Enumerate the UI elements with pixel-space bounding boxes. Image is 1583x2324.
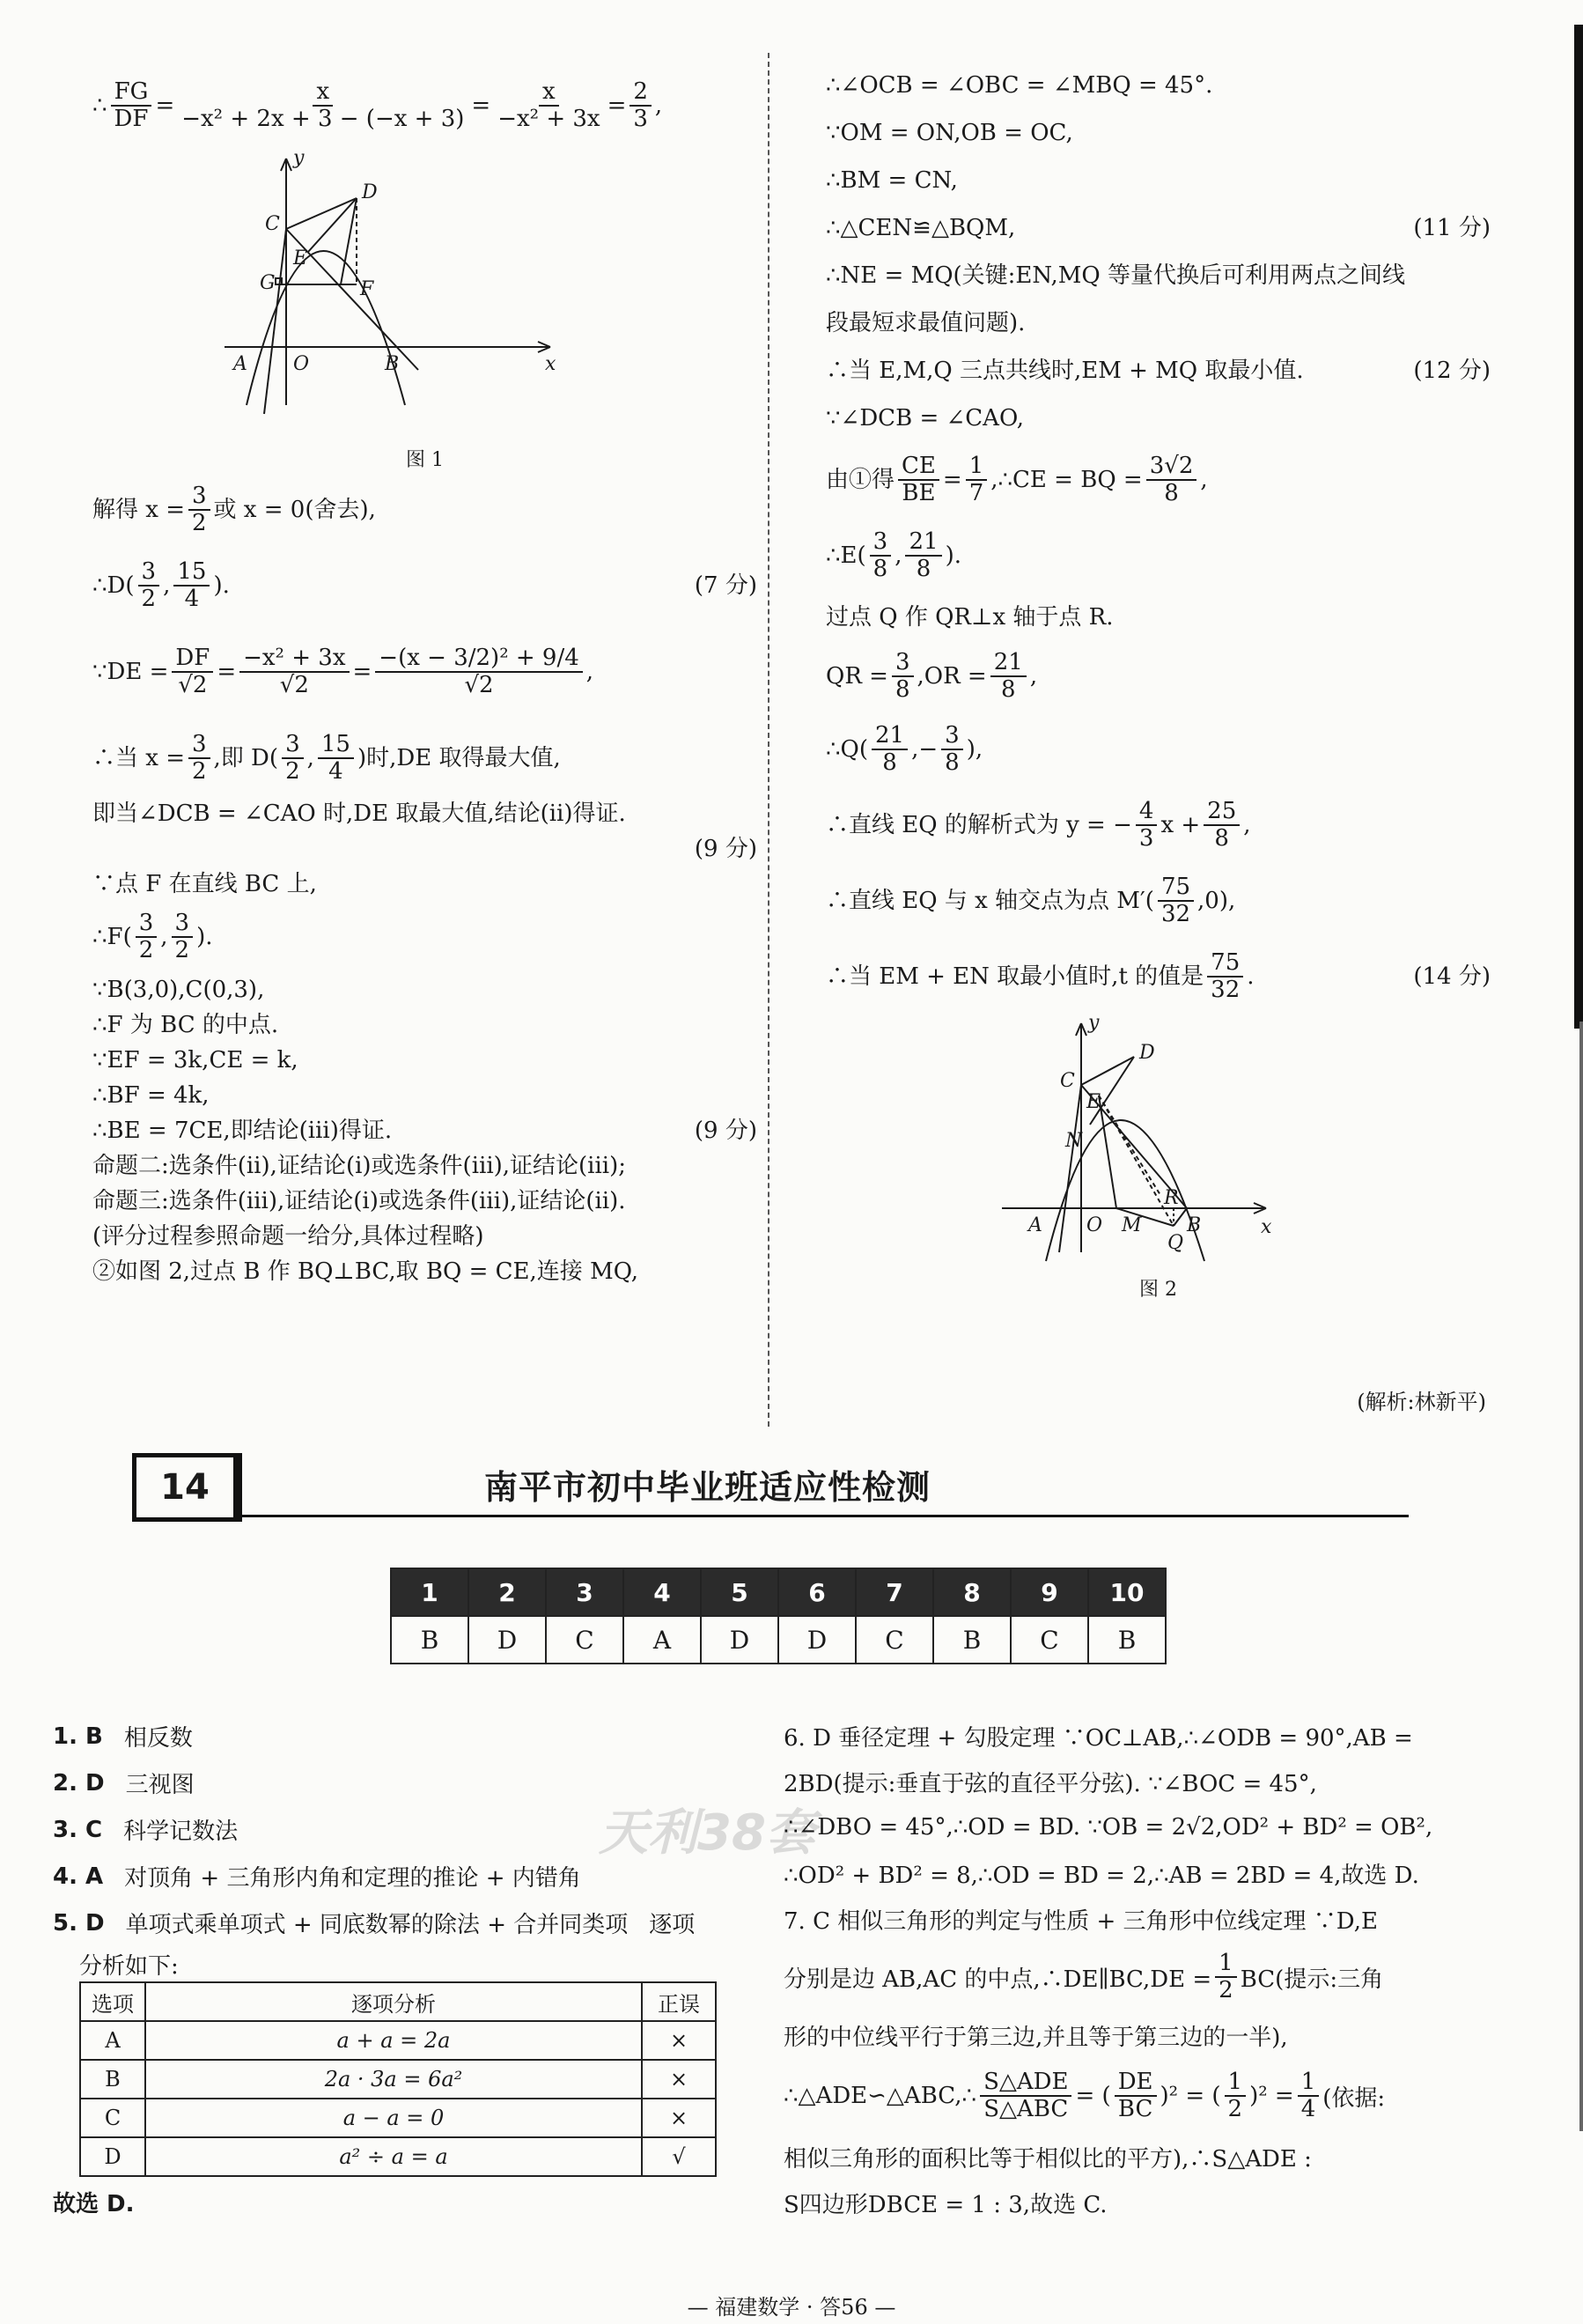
max-line: ∴当 x = $\frac{3}{2}$ ,即 D( $\frac{3}{2}$ , $\frac{15}{4}$ )时,DE 取得最大值, xyxy=(92,731,561,785)
text-line: 过点 Q 作 QR⊥x 轴于点 R. xyxy=(826,603,1114,631)
analysis-lead: 分析如下: xyxy=(79,1952,179,1980)
solve-line: 解得 x = $\frac{3}{2}$ 或 x = 0(舍去), xyxy=(92,483,376,536)
axis-label-x: x xyxy=(1261,1216,1272,1238)
collinear-line: ∴当 E,M,Q 三点共线时,EM + MQ 取最小值. (12 分) xyxy=(826,357,1491,384)
column-divider xyxy=(768,53,769,1427)
figure-2 xyxy=(826,1014,1491,1270)
fraction: $\frac{2}{3}$ xyxy=(630,79,652,131)
q7-line: ∴△ADE∽△ABC,∴ $\frac{\text{S△ADE}}{\text{S△ABC}}$ = ( $\frac{DE}{BC}$ )² = ( $\frac{1}{2}$ )² = $\frac{1}{4}$ (依据: xyxy=(784,2069,1386,2122)
section-number: 14 xyxy=(132,1453,242,1522)
q6-line: 2BD(提示:垂直于弦的直径平分弦). ∵∠BOC = 45°, xyxy=(784,1770,1317,1797)
congruence-line: ∴△CEN≌△BQM, (11 分) xyxy=(826,214,1491,241)
analysis-credit: (解析:林新平) xyxy=(1357,1390,1486,1414)
text-line: ∵B(3,0),C(0,3), xyxy=(92,976,265,1003)
figure-1-caption: 图 1 xyxy=(406,448,444,471)
fraction: $\frac{FG}{DF}$ xyxy=(111,79,152,131)
text-line: ∵点 F 在直线 BC 上, xyxy=(92,870,317,897)
scoring-note: (评分过程参照命题一给分,具体过程略) xyxy=(92,1222,484,1250)
axis-label-x: x xyxy=(545,353,556,375)
conclusion-ii: 即当∠DCB = ∠CAO 时,DE 取最大值,结论(ⅱ)得证. xyxy=(92,800,626,827)
point-E: E xyxy=(1086,1091,1101,1113)
text-line: ∵∠DCB = ∠CAO, xyxy=(826,404,1024,432)
q7-line: 相似三角形的面积比等于相似比的平方),∴S△ADE : xyxy=(784,2145,1312,2173)
point-O: O xyxy=(1086,1214,1103,1236)
q6-line: 6. D 垂径定理 + 勾股定理 ∵OC⊥AB,∴∠ODB = 90°,AB = xyxy=(784,1724,1413,1752)
point-D: D xyxy=(362,181,378,203)
axis-label-y: y xyxy=(293,150,305,169)
answer-key-table xyxy=(390,1568,1167,1664)
q7-line: S四边形DBCE = 1 : 3,故选 C. xyxy=(784,2191,1108,2218)
question-item: 5. D 单项式乘单项式 + 同底数幂的除法 + 合并同类项 逐项 xyxy=(53,1909,696,1938)
right-column xyxy=(826,62,1491,1302)
questions-right xyxy=(784,1713,1492,2225)
table-row: C a − a = 0 × xyxy=(80,2099,716,2137)
question-item: 2. D 三视图 xyxy=(53,1769,195,1798)
point-B: B xyxy=(385,353,400,375)
text-line: ∵EF = 3k,CE = k, xyxy=(92,1046,298,1073)
score-badge: (7 分) xyxy=(694,572,757,599)
proposition-3: 命题三:选条件(ⅲ),证结论(ⅰ)或选条件(ⅲ),证结论(ⅱ). xyxy=(92,1187,626,1214)
intersection-line: ∴直线 EQ 与 x 轴交点为点 M′( $\frac{75}{32}$ ,0), xyxy=(826,874,1236,927)
point-C: C xyxy=(265,213,280,235)
answer-key-answers: B D C A D D C B C B xyxy=(391,1616,1166,1664)
page-edge-bar xyxy=(1574,25,1583,1029)
point-O: O xyxy=(293,353,310,375)
q6-line: ∴∠DBO = 45°,∴OD = BD. ∵OB = 2√2,OD² + BD² = OB², xyxy=(784,1814,1433,1841)
q5-conclusion: 故选 D. xyxy=(53,2190,135,2217)
section-rule xyxy=(242,1515,1409,1517)
point-e-line: ∴E( $\frac{3}{8}$ , $\frac{21}{8}$ ). xyxy=(826,528,961,582)
table-row: B 2a · 3a = 6a² × xyxy=(80,2060,716,2099)
page-edge-bar-lower xyxy=(1579,1022,1583,2131)
question-item: 4. A 对顶角 + 三角形内角和定理的推论 + 内错角 xyxy=(53,1863,581,1892)
point-F: F xyxy=(360,278,374,300)
point-R: R xyxy=(1164,1187,1179,1209)
qr-line: QR = $\frac{3}{8}$ ,OR = $\frac{21}{8}$ , xyxy=(826,649,1038,703)
q6-line: ∴OD² + BD² = 8,∴OD = BD = 2,∴AB = 2BD = 4,故选 D. xyxy=(784,1862,1419,1889)
part-2-intro: ②如图 2,过点 B 作 BQ⊥BC,取 BQ = CE,连接 MQ, xyxy=(92,1258,638,1285)
de-line: ∵DE = $\frac{DF}{√2}$ = $\frac{\text{−x² + 3x}}{√2}$ = $\frac{\text{−(x − 3/2)² + 9/4}}{√2}$ , xyxy=(92,645,594,698)
q7-line: 7. C 相似三角形的判定与性质 + 三角形中位线定理 ∵D,E xyxy=(784,1907,1378,1935)
text-line: 段最短求最值问题). xyxy=(826,309,1026,336)
figure-1 xyxy=(92,150,757,440)
point-M: M xyxy=(1122,1214,1142,1236)
table-row: D a² ÷ a = a √ xyxy=(80,2137,716,2176)
text-line: ∵OM = ON,OB = OC, xyxy=(826,119,1073,146)
ratio-line: ∴ $\frac{FG}{DF}$ = $\frac{x}{\text{−x² + 2x + 3 − (−x + 3)}}$ = $\frac{x}{\text{−x² + 3x}}$ = $\frac{2}{3}$ , xyxy=(92,78,663,132)
section-header xyxy=(132,1453,1409,1519)
question-item: 3. C 科学记数法 xyxy=(53,1816,239,1845)
line-eq: ∴直线 EQ 的解析式为 y = − $\frac{4}{3}$ x + $\frac{25}{8}$ , xyxy=(826,798,1251,852)
text-line: ∴∠OCB = ∠OBC = ∠MBQ = 45°. xyxy=(826,71,1213,99)
score-row: (9 分) xyxy=(694,835,757,862)
point-Q: Q xyxy=(1167,1232,1184,1254)
q5-analysis-table: 选项 逐项分析 正误 A a + a = 2a × B 2a · 3a = 6a² × C a − a = 0 × D a² ÷ a = a √ xyxy=(79,1981,717,2177)
point-A: A xyxy=(1028,1214,1042,1236)
point-G: G xyxy=(260,272,276,294)
text-line: ∴F 为 BC 的中点. xyxy=(92,1011,279,1038)
conclusion-iii: ∴BE = 7CE,即结论(ⅲ)得证. (9 分) xyxy=(92,1117,757,1144)
point-d-line: ∴D( $\frac{3}{2}$ , $\frac{15}{4}$ ). (7 分) xyxy=(92,558,757,612)
point-f-line: ∴F( $\frac{3}{2}$ , $\frac{3}{2}$ ). xyxy=(92,910,213,963)
svg-text:天利38套: 天利38套 xyxy=(599,1804,815,1862)
point-A: A xyxy=(233,353,247,375)
q7-line: 形的中位线平行于第三边,并且等于第三边的一半), xyxy=(784,2024,1288,2051)
left-column xyxy=(92,62,757,1289)
ce-line: 由①得 $\frac{CE}{BE}$ = $\frac{1}{7}$ ,∴CE = BQ = $\frac{3√2}{8}$ , xyxy=(826,453,1208,506)
point-E: E xyxy=(293,247,308,269)
figure-2-caption: 图 2 xyxy=(1139,1278,1177,1301)
questions-left xyxy=(53,1713,757,2226)
section-title: 南平市初中毕业班适应性检测 xyxy=(484,1468,931,1507)
point-B: B xyxy=(1187,1214,1202,1236)
point-q-line: ∴Q( $\frac{21}{8}$ ,− $\frac{3}{8}$ ), xyxy=(826,722,983,776)
text-line: ∴BF = 4k, xyxy=(92,1081,210,1109)
text-line: ∴BM = CN, xyxy=(826,166,958,194)
proposition-2: 命题二:选条件(ⅱ),证结论(ⅰ)或选条件(ⅲ),证结论(ⅲ); xyxy=(92,1152,627,1179)
point-C: C xyxy=(1060,1070,1075,1092)
t-value-line: ∴当 EM + EN 取最小值时,t 的值是 $\frac{75}{32}$ . (14 分) xyxy=(826,949,1491,1003)
point-D: D xyxy=(1139,1042,1155,1064)
text-line: ∴NE = MQ(关键:EN,MQ 等量代换后可利用两点之间线 xyxy=(826,262,1405,289)
axis-label-y: y xyxy=(1088,1014,1100,1034)
q7-line: 分别是边 AB,AC 的中点,∴DE∥BC,DE = $\frac{1}{2}$ BC(提示:三角 xyxy=(784,1950,1384,2003)
page-footer: — 福建数学 · 答56 — xyxy=(687,2295,896,2320)
fraction: $\frac{x}{\text{−x² + 3x}}$ xyxy=(497,78,600,132)
point-N: N xyxy=(1065,1130,1083,1152)
question-item: 1. B 相反数 xyxy=(53,1723,193,1752)
fraction: $\frac{3}{2}$ xyxy=(188,483,210,535)
answer-key-numbers: 1 2 3 4 5 6 7 8 9 10 xyxy=(391,1568,1166,1616)
table-row: A a + a = 2a × xyxy=(80,2021,716,2060)
fraction: $\frac{x}{\text{−x² + 2x + 3 − (−x + 3)}}$ xyxy=(181,78,465,132)
